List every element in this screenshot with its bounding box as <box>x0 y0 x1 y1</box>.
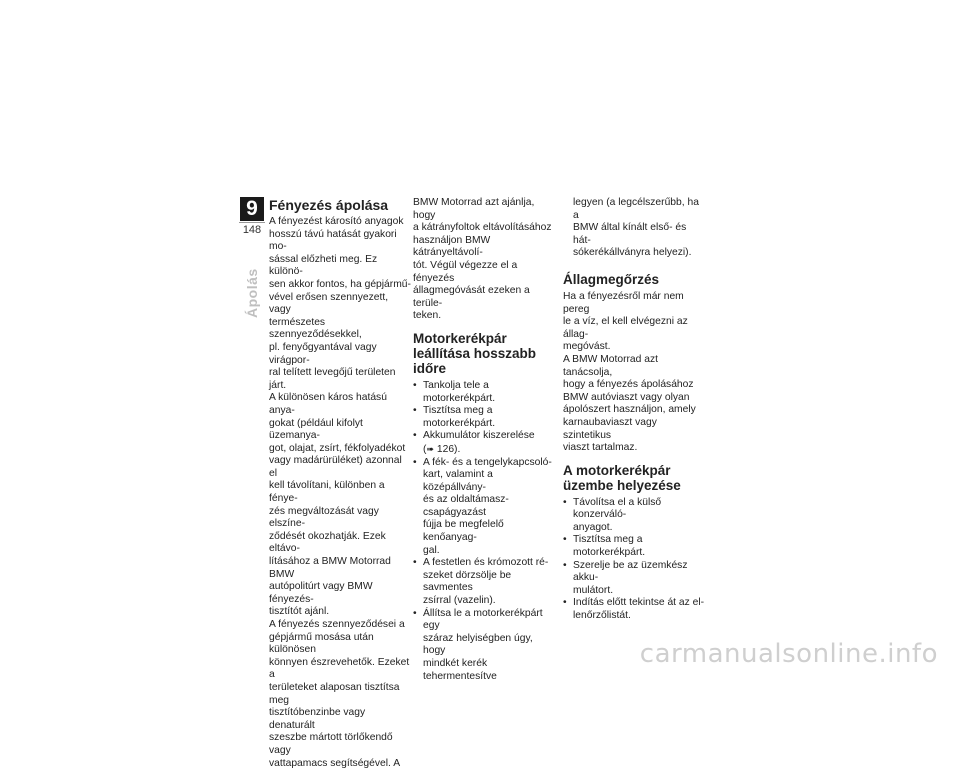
list-item: • Távolítsa el a külső konzerváló- anyagot. <box>563 497 705 535</box>
page-reference-link[interactable]: 126). <box>436 443 461 455</box>
column-2 <box>413 197 555 683</box>
list-item: • Szerelje be az üzemkész akku- mulátort. <box>563 560 705 598</box>
list-item: • Tisztítsa meg a motorkerékpárt. <box>563 534 705 559</box>
page-reference-arrow-icon: ➠ <box>426 443 434 454</box>
heading-preservation: Állagmegőrzés <box>563 271 660 287</box>
paint-care-text: A fényezést károsító anyagok hosszú távú hatását gyakori mo- sással előzheti meg. Ez különö- sen akkor fontos, ha gépjármű- vével erősen szennyezett, vagy természetes szennyeződésekkel, pl. fenyőgyantával vagy virágpor- ral telített levegőjű területen járt. A különösen káros hatású anya- gokat (például kifolyt üzemanya- got, olajat, zsírt, fékfolyadékot vagy madárürüléket) azonnal el kell távolítani, különben a fénye- zés megváltozását vagy elszíne- ződését okozhatják. Ezek eltávo- lításához a BMW Motorrad BMW autópolitúrt vagy BMW fényezés- tisztítót ajánl. A fényezés szennyeződései a gépjármű mosása után különösen könnyen észrevehetők. Ezeket a területeket alaposan tisztítsa meg tisztítóbenzinbe vagy denaturált szeszbe mártott törlőkendő vagy vattapamacs segítségével. A <box>269 216 411 769</box>
storage-steps-list <box>413 380 555 683</box>
list-item: • Tisztítsa meg a motorkerékpárt. <box>413 405 555 430</box>
list-item: • A fék- és a tengelykapcsoló- kart, valamint a középállvány- és az oldaltámasz-csapágyazást fújja be megfelelő kenőanyag- gal. <box>413 457 555 558</box>
column-1 <box>269 197 411 770</box>
preservation-text-2: A BMW Motorrad azt tanácsolja, hogy a fényezés ápolásához BMW autóviaszt vagy olyan ápolószert használjon, amely karnaubaviaszt vagy szintetikus viaszt tartalmaz. <box>563 353 696 454</box>
tar-removal-text: BMW Motorrad azt ajánlja, hogy a kátrányfoltok eltávolításához használjon BMW kátrányeltávolí- tót. Végül végezze el a fényezés állagmegóvását ezeken a terüle- teken. <box>413 197 552 322</box>
page-number: 148 <box>242 224 262 236</box>
list-item: • Indítás előtt tekintse át az el- lenőrzőlistát. <box>563 597 705 622</box>
list-item: • A festetlen és krómozott ré- szeket dörzsölje be savmentes zsírral (vazelin). <box>413 557 555 607</box>
list-item: • Állítsa le a motorkerékpárt egy száraz helyiségben úgy, hogy mindkét kerék tehermentesítve <box>413 608 555 684</box>
storage-continuation-text: legyen (a legcélszerűbb, ha a BMW által kínált első- és hát- sókerékállványra helyezi). <box>573 197 699 259</box>
preservation-text-1: Ha a fényezésről már nem pereg le a víz, el kell elvégezni az állag- megóvást. <box>563 290 688 353</box>
list-item: • Tankolja tele a motorkerékpárt. <box>413 380 555 405</box>
heading-paint-care: Fényezés ápolása <box>269 197 389 213</box>
heading-long-term-storage: Motorkerékpár leállítása hosszabb időre <box>413 330 537 376</box>
return-to-service-list <box>563 497 705 623</box>
heading-return-to-service: A motorkerékpár üzembe helyezése <box>563 462 681 493</box>
chapter-number-badge: 9 <box>240 197 264 221</box>
list-item: • Akkumulátor kiszerelése (➠ 126). <box>413 430 555 456</box>
column-3 <box>563 197 705 623</box>
watermark: carmanualsonline.info <box>639 639 938 669</box>
section-label: Ápolás <box>244 268 260 318</box>
page-tab-divider <box>239 222 265 223</box>
